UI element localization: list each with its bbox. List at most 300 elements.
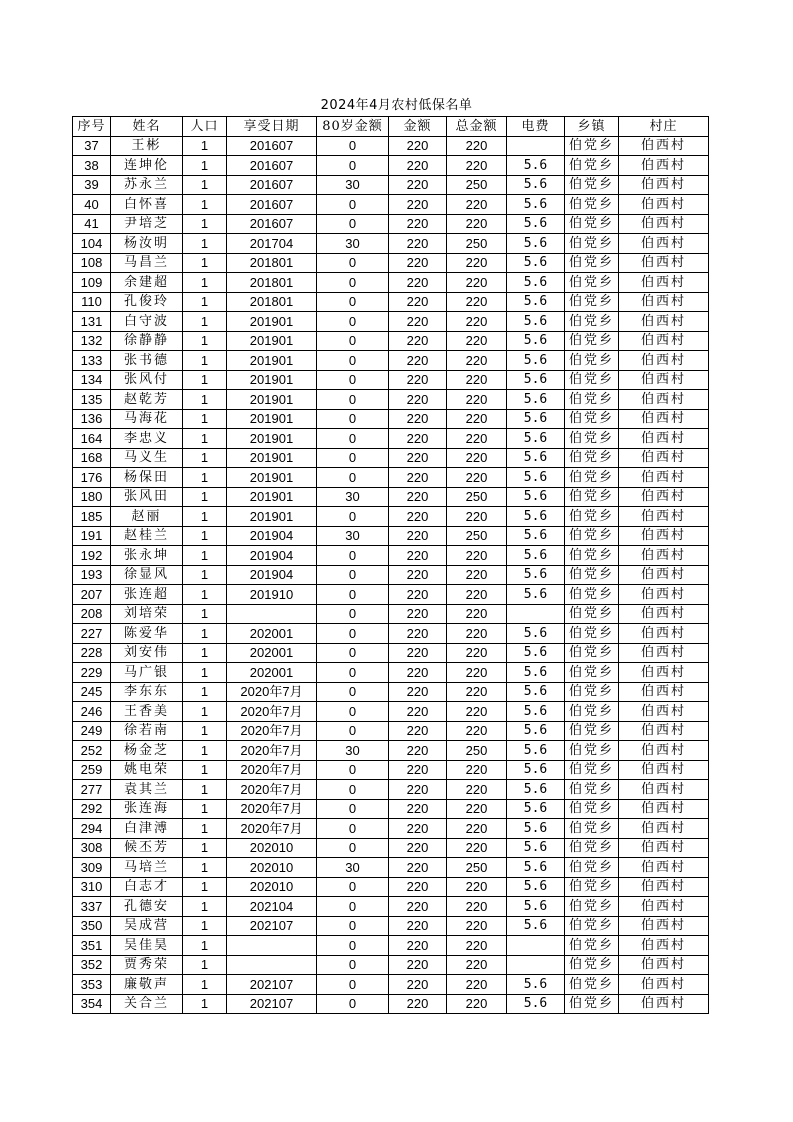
- cell-name: 张连海: [111, 799, 183, 819]
- cell-population: 1: [183, 351, 227, 371]
- cell-name: 张风付: [111, 370, 183, 390]
- cell-name: 张风田: [111, 487, 183, 507]
- cell-electric-fee: 5.6: [507, 819, 565, 839]
- cell-age80-amount: 0: [317, 351, 389, 371]
- cell-population: 1: [183, 702, 227, 722]
- cell-start-date: 201901: [227, 351, 317, 371]
- table-row: [73, 858, 709, 878]
- cell-total: 220: [447, 331, 507, 351]
- cell-total: 220: [447, 682, 507, 702]
- cell-population: 1: [183, 390, 227, 410]
- cell-total: 220: [447, 546, 507, 566]
- cell-village: 伯西村: [619, 936, 709, 956]
- cell-electric-fee: 5.6: [507, 780, 565, 800]
- cell-name: 王香美: [111, 702, 183, 722]
- cell-age80-amount: 30: [317, 526, 389, 546]
- cell-name: 张连超: [111, 585, 183, 605]
- cell-total: 220: [447, 702, 507, 722]
- cell-no: 108: [73, 253, 111, 273]
- cell-village: 伯西村: [619, 955, 709, 975]
- cell-electric-fee: 5.6: [507, 838, 565, 858]
- cell-population: 1: [183, 448, 227, 468]
- cell-total: 220: [447, 975, 507, 995]
- cell-town: 伯党乡: [565, 936, 619, 956]
- cell-age80-amount: 0: [317, 370, 389, 390]
- cell-name: 余建超: [111, 273, 183, 293]
- cell-name: 孔德安: [111, 897, 183, 917]
- cell-electric-fee: 5.6: [507, 214, 565, 234]
- cell-electric-fee: 5.6: [507, 409, 565, 429]
- cell-no: 133: [73, 351, 111, 371]
- cell-start-date: 2020年7月: [227, 682, 317, 702]
- cell-electric-fee: 5.6: [507, 429, 565, 449]
- cell-name: 苏永兰: [111, 175, 183, 195]
- cell-town: 伯党乡: [565, 487, 619, 507]
- cell-village: 伯西村: [619, 975, 709, 995]
- cell-name: 吴佳昊: [111, 936, 183, 956]
- cell-age80-amount: 0: [317, 682, 389, 702]
- cell-no: 168: [73, 448, 111, 468]
- cell-town: 伯党乡: [565, 312, 619, 332]
- cell-population: 1: [183, 370, 227, 390]
- cell-amount: 220: [389, 604, 447, 624]
- cell-electric-fee: [507, 604, 565, 624]
- cell-total: 220: [447, 390, 507, 410]
- table-row: [73, 585, 709, 605]
- cell-electric-fee: 5.6: [507, 877, 565, 897]
- cell-start-date: 201901: [227, 312, 317, 332]
- cell-start-date: 201801: [227, 292, 317, 312]
- cell-town: 伯党乡: [565, 292, 619, 312]
- cell-population: 1: [183, 760, 227, 780]
- cell-start-date: 201901: [227, 370, 317, 390]
- cell-name: 张书德: [111, 351, 183, 371]
- cell-age80-amount: 0: [317, 663, 389, 683]
- cell-no: 292: [73, 799, 111, 819]
- cell-name: 李忠义: [111, 429, 183, 449]
- cell-electric-fee: 5.6: [507, 468, 565, 488]
- cell-no: 109: [73, 273, 111, 293]
- cell-amount: 220: [389, 585, 447, 605]
- cell-name: 廉敬声: [111, 975, 183, 995]
- cell-town: 伯党乡: [565, 858, 619, 878]
- table-row: [73, 273, 709, 293]
- cell-name: 白守波: [111, 312, 183, 332]
- cell-electric-fee: 5.6: [507, 624, 565, 644]
- cell-total: 220: [447, 585, 507, 605]
- cell-start-date: 2020年7月: [227, 702, 317, 722]
- cell-town: 伯党乡: [565, 565, 619, 585]
- cell-start-date: [227, 955, 317, 975]
- cell-village: 伯西村: [619, 702, 709, 722]
- cell-start-date: [227, 936, 317, 956]
- cell-village: 伯西村: [619, 214, 709, 234]
- table-row: [73, 643, 709, 663]
- cell-name: 徐若南: [111, 721, 183, 741]
- table-row: [73, 624, 709, 644]
- cell-no: 37: [73, 136, 111, 156]
- cell-age80-amount: 0: [317, 468, 389, 488]
- table-row: [73, 702, 709, 722]
- cell-village: 伯西村: [619, 312, 709, 332]
- cell-total: 220: [447, 136, 507, 156]
- cell-amount: 220: [389, 682, 447, 702]
- cell-amount: 220: [389, 156, 447, 176]
- cell-village: 伯西村: [619, 370, 709, 390]
- cell-population: 1: [183, 838, 227, 858]
- cell-village: 伯西村: [619, 585, 709, 605]
- cell-no: 104: [73, 234, 111, 254]
- cell-total: 220: [447, 604, 507, 624]
- cell-total: 220: [447, 760, 507, 780]
- cell-total: 220: [447, 819, 507, 839]
- col-header-population: 人口: [183, 117, 227, 137]
- cell-amount: 220: [389, 955, 447, 975]
- cell-no: 249: [73, 721, 111, 741]
- cell-age80-amount: 0: [317, 604, 389, 624]
- cell-name: 贾秀荣: [111, 955, 183, 975]
- cell-amount: 220: [389, 429, 447, 449]
- cell-electric-fee: 5.6: [507, 234, 565, 254]
- cell-start-date: 202107: [227, 994, 317, 1014]
- cell-total: 220: [447, 799, 507, 819]
- cell-age80-amount: 0: [317, 273, 389, 293]
- cell-town: 伯党乡: [565, 331, 619, 351]
- cell-age80-amount: 30: [317, 234, 389, 254]
- cell-no: 252: [73, 741, 111, 761]
- cell-no: 350: [73, 916, 111, 936]
- cell-amount: 220: [389, 487, 447, 507]
- cell-name: 赵乾芳: [111, 390, 183, 410]
- cell-amount: 220: [389, 936, 447, 956]
- col-header-town: 乡镇: [565, 117, 619, 137]
- cell-no: 207: [73, 585, 111, 605]
- cell-age80-amount: 0: [317, 936, 389, 956]
- cell-total: 220: [447, 409, 507, 429]
- cell-town: 伯党乡: [565, 390, 619, 410]
- cell-total: 220: [447, 312, 507, 332]
- cell-total: 220: [447, 936, 507, 956]
- cell-start-date: 201904: [227, 565, 317, 585]
- cell-population: 1: [183, 468, 227, 488]
- cell-population: 1: [183, 156, 227, 176]
- cell-total: 250: [447, 487, 507, 507]
- cell-electric-fee: 5.6: [507, 351, 565, 371]
- cell-electric-fee: 5.6: [507, 721, 565, 741]
- cell-population: 1: [183, 136, 227, 156]
- cell-age80-amount: 0: [317, 760, 389, 780]
- cell-total: 250: [447, 858, 507, 878]
- cell-age80-amount: 30: [317, 487, 389, 507]
- cell-start-date: 201704: [227, 234, 317, 254]
- cell-village: 伯西村: [619, 409, 709, 429]
- cell-village: 伯西村: [619, 838, 709, 858]
- table-row: [73, 331, 709, 351]
- cell-no: 132: [73, 331, 111, 351]
- cell-start-date: 201607: [227, 136, 317, 156]
- cell-no: 176: [73, 468, 111, 488]
- col-header-name: 姓名: [111, 117, 183, 137]
- table-row: [73, 721, 709, 741]
- cell-village: 伯西村: [619, 994, 709, 1014]
- cell-electric-fee: 5.6: [507, 702, 565, 722]
- cell-village: 伯西村: [619, 799, 709, 819]
- cell-start-date: 201901: [227, 429, 317, 449]
- cell-town: 伯党乡: [565, 780, 619, 800]
- cell-start-date: 202010: [227, 858, 317, 878]
- cell-amount: 220: [389, 253, 447, 273]
- cell-amount: 220: [389, 526, 447, 546]
- cell-town: 伯党乡: [565, 799, 619, 819]
- cell-no: 246: [73, 702, 111, 722]
- cell-no: 40: [73, 195, 111, 215]
- cell-name: 李东东: [111, 682, 183, 702]
- cell-no: 41: [73, 214, 111, 234]
- cell-population: 1: [183, 624, 227, 644]
- table-row: [73, 214, 709, 234]
- cell-total: 250: [447, 526, 507, 546]
- cell-amount: 220: [389, 877, 447, 897]
- cell-start-date: 201607: [227, 195, 317, 215]
- cell-name: 马义生: [111, 448, 183, 468]
- cell-village: 伯西村: [619, 643, 709, 663]
- table-row: [73, 663, 709, 683]
- cell-town: 伯党乡: [565, 195, 619, 215]
- cell-age80-amount: 0: [317, 292, 389, 312]
- table-row: [73, 780, 709, 800]
- cell-name: 徐静静: [111, 331, 183, 351]
- cell-amount: 220: [389, 448, 447, 468]
- table-row: [73, 487, 709, 507]
- cell-population: 1: [183, 234, 227, 254]
- cell-electric-fee: 5.6: [507, 312, 565, 332]
- cell-name: 马昌兰: [111, 253, 183, 273]
- cell-population: 1: [183, 955, 227, 975]
- cell-name: 候丕芳: [111, 838, 183, 858]
- cell-age80-amount: 0: [317, 507, 389, 527]
- cell-age80-amount: 0: [317, 624, 389, 644]
- table-row: [73, 975, 709, 995]
- cell-no: 39: [73, 175, 111, 195]
- table-row: [73, 819, 709, 839]
- cell-name: 白津溥: [111, 819, 183, 839]
- table-row: [73, 429, 709, 449]
- cell-amount: 220: [389, 741, 447, 761]
- cell-amount: 220: [389, 643, 447, 663]
- cell-village: 伯西村: [619, 331, 709, 351]
- cell-village: 伯西村: [619, 273, 709, 293]
- cell-no: 180: [73, 487, 111, 507]
- table-row: [73, 292, 709, 312]
- cell-electric-fee: 5.6: [507, 799, 565, 819]
- cell-electric-fee: 5.6: [507, 253, 565, 273]
- cell-no: 245: [73, 682, 111, 702]
- cell-start-date: 2020年7月: [227, 819, 317, 839]
- cell-age80-amount: 0: [317, 994, 389, 1014]
- cell-start-date: 2020年7月: [227, 799, 317, 819]
- table-row: [73, 234, 709, 254]
- cell-amount: 220: [389, 897, 447, 917]
- cell-village: 伯西村: [619, 429, 709, 449]
- cell-electric-fee: 5.6: [507, 390, 565, 410]
- cell-town: 伯党乡: [565, 409, 619, 429]
- cell-electric-fee: 5.6: [507, 916, 565, 936]
- cell-population: 1: [183, 721, 227, 741]
- cell-town: 伯党乡: [565, 955, 619, 975]
- cell-town: 伯党乡: [565, 916, 619, 936]
- cell-start-date: 201910: [227, 585, 317, 605]
- cell-population: 1: [183, 780, 227, 800]
- table-row: [73, 409, 709, 429]
- cell-start-date: 201901: [227, 448, 317, 468]
- cell-population: 1: [183, 643, 227, 663]
- cell-name: 马广银: [111, 663, 183, 683]
- col-header-village: 村庄: [619, 117, 709, 137]
- cell-amount: 220: [389, 273, 447, 293]
- cell-village: 伯西村: [619, 292, 709, 312]
- cell-town: 伯党乡: [565, 234, 619, 254]
- table-body: [73, 136, 709, 1014]
- cell-amount: 220: [389, 468, 447, 488]
- cell-start-date: 201607: [227, 175, 317, 195]
- cell-start-date: 201607: [227, 214, 317, 234]
- cell-population: 1: [183, 253, 227, 273]
- cell-village: 伯西村: [619, 234, 709, 254]
- cell-total: 250: [447, 234, 507, 254]
- cell-start-date: 202001: [227, 663, 317, 683]
- cell-start-date: [227, 604, 317, 624]
- cell-amount: 220: [389, 292, 447, 312]
- col-header-start-date: 享受日期: [227, 117, 317, 137]
- cell-age80-amount: 0: [317, 916, 389, 936]
- cell-electric-fee: 5.6: [507, 507, 565, 527]
- cell-electric-fee: 5.6: [507, 370, 565, 390]
- cell-start-date: 202107: [227, 975, 317, 995]
- cell-total: 220: [447, 292, 507, 312]
- cell-town: 伯党乡: [565, 819, 619, 839]
- cell-village: 伯西村: [619, 760, 709, 780]
- cell-start-date: 201904: [227, 546, 317, 566]
- cell-name: 马海花: [111, 409, 183, 429]
- cell-name: 马培兰: [111, 858, 183, 878]
- cell-age80-amount: 0: [317, 585, 389, 605]
- table-row: [73, 468, 709, 488]
- cell-total: 220: [447, 994, 507, 1014]
- cell-age80-amount: 0: [317, 331, 389, 351]
- cell-age80-amount: 0: [317, 390, 389, 410]
- cell-name: 吴成营: [111, 916, 183, 936]
- cell-electric-fee: 5.6: [507, 975, 565, 995]
- cell-population: 1: [183, 604, 227, 624]
- cell-population: 1: [183, 897, 227, 917]
- cell-electric-fee: 5.6: [507, 741, 565, 761]
- cell-population: 1: [183, 585, 227, 605]
- cell-population: 1: [183, 331, 227, 351]
- table-row: [73, 955, 709, 975]
- cell-village: 伯西村: [619, 780, 709, 800]
- table-row: [73, 507, 709, 527]
- cell-age80-amount: 30: [317, 858, 389, 878]
- cell-name: 刘安伟: [111, 643, 183, 663]
- cell-electric-fee: 5.6: [507, 760, 565, 780]
- table-row: [73, 741, 709, 761]
- cell-total: 220: [447, 721, 507, 741]
- cell-start-date: 202104: [227, 897, 317, 917]
- cell-start-date: 201901: [227, 331, 317, 351]
- cell-amount: 220: [389, 663, 447, 683]
- cell-age80-amount: 0: [317, 819, 389, 839]
- cell-no: 310: [73, 877, 111, 897]
- cell-village: 伯西村: [619, 390, 709, 410]
- cell-no: 277: [73, 780, 111, 800]
- cell-name: 姚电荣: [111, 760, 183, 780]
- cell-name: 徐显风: [111, 565, 183, 585]
- cell-total: 220: [447, 838, 507, 858]
- cell-population: 1: [183, 526, 227, 546]
- cell-age80-amount: 0: [317, 312, 389, 332]
- table-row: [73, 136, 709, 156]
- table-row: [73, 156, 709, 176]
- cell-amount: 220: [389, 565, 447, 585]
- cell-population: 1: [183, 487, 227, 507]
- cell-name: 白志才: [111, 877, 183, 897]
- cell-amount: 220: [389, 409, 447, 429]
- table-row: [73, 526, 709, 546]
- cell-no: 353: [73, 975, 111, 995]
- cell-electric-fee: 5.6: [507, 682, 565, 702]
- cell-start-date: 2020年7月: [227, 721, 317, 741]
- cell-amount: 220: [389, 799, 447, 819]
- document-title: 2024年4月农村低保名单: [320, 98, 473, 113]
- cell-age80-amount: 0: [317, 838, 389, 858]
- cell-amount: 220: [389, 819, 447, 839]
- cell-name: 白怀喜: [111, 195, 183, 215]
- cell-village: 伯西村: [619, 175, 709, 195]
- cell-name: 杨金芝: [111, 741, 183, 761]
- cell-village: 伯西村: [619, 741, 709, 761]
- cell-town: 伯党乡: [565, 370, 619, 390]
- cell-name: 王彬: [111, 136, 183, 156]
- cell-town: 伯党乡: [565, 546, 619, 566]
- cell-village: 伯西村: [619, 156, 709, 176]
- cell-total: 250: [447, 741, 507, 761]
- cell-no: 352: [73, 955, 111, 975]
- cell-total: 220: [447, 955, 507, 975]
- cell-start-date: 202001: [227, 624, 317, 644]
- cell-town: 伯党乡: [565, 214, 619, 234]
- cell-no: 228: [73, 643, 111, 663]
- cell-name: 刘培荣: [111, 604, 183, 624]
- cell-town: 伯党乡: [565, 136, 619, 156]
- cell-no: 193: [73, 565, 111, 585]
- cell-town: 伯党乡: [565, 175, 619, 195]
- cell-total: 220: [447, 448, 507, 468]
- cell-village: 伯西村: [619, 858, 709, 878]
- cell-village: 伯西村: [619, 526, 709, 546]
- cell-no: 110: [73, 292, 111, 312]
- table-row: [73, 448, 709, 468]
- cell-start-date: 2020年7月: [227, 780, 317, 800]
- table-row: [73, 565, 709, 585]
- cell-total: 220: [447, 195, 507, 215]
- cell-electric-fee: 5.6: [507, 643, 565, 663]
- cell-population: 1: [183, 682, 227, 702]
- cell-start-date: 201901: [227, 468, 317, 488]
- cell-age80-amount: 0: [317, 214, 389, 234]
- cell-amount: 220: [389, 546, 447, 566]
- cell-start-date: 201801: [227, 273, 317, 293]
- cell-amount: 220: [389, 994, 447, 1014]
